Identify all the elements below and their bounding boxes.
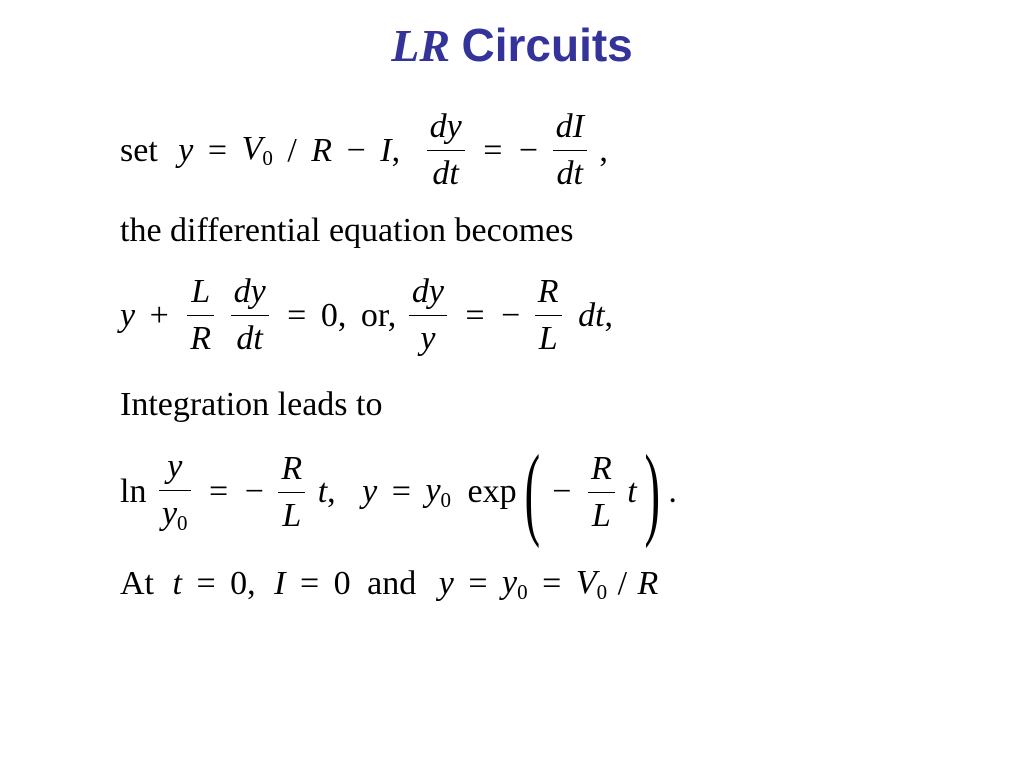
fraction-dy-y: $\frac{dy}{y}$ (409, 275, 447, 356)
fraction-dI-dt: $\frac{dI}{dt}$ (553, 110, 587, 191)
set-word: set (120, 131, 158, 169)
slide-title (0, 18, 1024, 72)
fraction-R-L-3: $\frac{R}{L}$ (588, 452, 615, 533)
fraction-L-R: $\frac{L}{R}$ (187, 275, 214, 356)
initial-conditions: At t = 0, I = 0 and $y = y_0 = V_0 / R$ (120, 563, 659, 604)
and-word: and (367, 565, 417, 603)
fraction-y-y0: $\frac{y}{y_0}$ (159, 450, 191, 534)
title-rest: Circuits (461, 19, 633, 71)
exp-word: exp (467, 473, 517, 510)
fraction-dy-dt: $\frac{dy}{dt}$ (427, 110, 465, 191)
at-word: At (120, 565, 154, 603)
text-differential-equation: the differential equation becomes (120, 212, 574, 249)
equation-differential: y + $\frac{L}{R}$ $\frac{dy}{dt}$ = 0, or, $\frac{dy}{y}$ = − $\frac{R}{L}$ dt, (120, 273, 614, 357)
equation-solution: ln $\frac{y}{y_0}$ = − $\frac{R}{L}$ t, $y = y_0$ exp ( − $\frac{R}{L}$ t ) . (120, 434, 677, 549)
title-italic: LR (391, 20, 450, 71)
text-integration: Integration leads to (120, 386, 383, 423)
equation-substitution: set $y = V_0 / R - I$, $\frac{dy}{dt}$ = − $\frac{dI}{dt}$ , (120, 108, 608, 192)
fraction-dy-dt-2: $\frac{dy}{dt}$ (231, 275, 269, 356)
ln-word: ln (120, 473, 147, 510)
fraction-R-L: $\frac{R}{L}$ (535, 275, 562, 356)
or-word: or, (360, 296, 397, 334)
fraction-R-L-2: $\frac{R}{L}$ (278, 452, 305, 533)
